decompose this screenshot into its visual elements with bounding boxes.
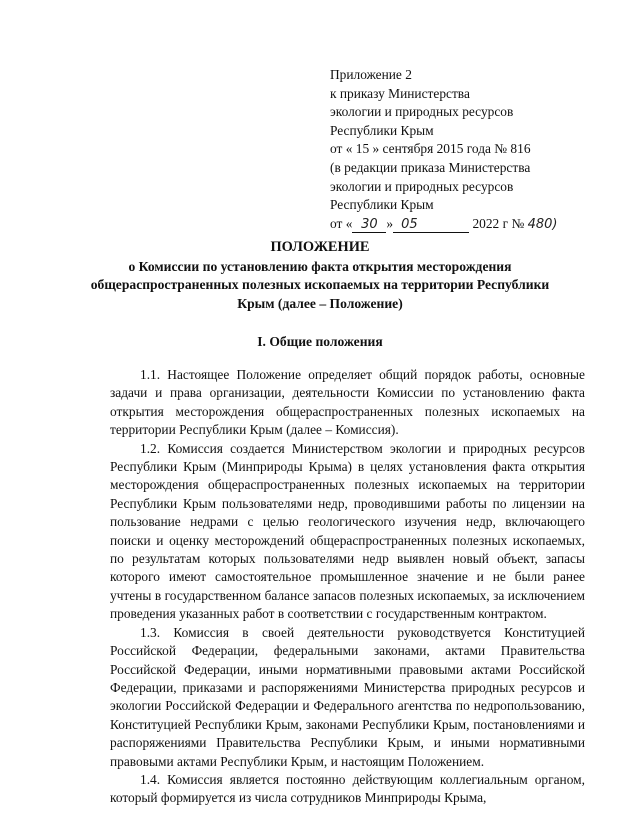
document-title bbox=[60, 238, 580, 313]
new-date-prefix: от « bbox=[330, 215, 353, 231]
header-line-edition: (в редакции приказа Министерства bbox=[330, 159, 531, 175]
paragraph-1-4: 1.4. Комиссия является постоянно действующим коллегиальным органом, который формируется из числа сотрудников Минприроды Крыма, bbox=[110, 771, 585, 806]
document-body bbox=[110, 366, 585, 808]
appendix-header bbox=[330, 66, 630, 234]
title-main: ПОЛОЖЕНИЕ bbox=[270, 239, 370, 255]
new-date-day: 30 bbox=[361, 216, 378, 232]
new-date-month: 05 bbox=[401, 216, 418, 232]
title-sub-2: общераспространенных полезных ископаемых на территории Республики bbox=[90, 277, 550, 292]
section-heading: I. Общие положения bbox=[257, 334, 383, 349]
new-date-mid: » bbox=[386, 215, 394, 231]
header-line-order: к приказу Министерства bbox=[330, 85, 470, 101]
title-sub-1: о Комиссии по установлению факта открытия месторождения bbox=[128, 258, 512, 274]
paragraph-1-1: 1.1. Настоящее Положение определяет общий порядок работы, основные задачи и права организации, деятельности Комиссии по установлению факта открытия месторождения общераспространенных полезных ископаемых на территории Республики Крым (далее – Комиссия). bbox=[110, 367, 585, 438]
paragraph-1-2: 1.2. Комиссия создается Министерством экологии и природных ресурсов Республики Крым (Минприроды Крыма) в целях установления факта открытия месторождения общераспространенных полезных ископаемых на территории Республики Крым пользователями недр, проводившими работы по лицензии на пользование недрами с целью геологического изучения недр, включающего поиски и оценку месторождений общераспространенных полезных ископаемых, по результатам которых пользователями недр выявлен новый объект, запасы которого имеют самостоятельное промышленное значение и не были ранее учтены в государственном балансе запасов полезных ископаемых, за исключением проведения указанных работ в соответствии с государственным контрактом. bbox=[110, 440, 585, 622]
header-line-republic-2: Республики Крым bbox=[330, 197, 434, 213]
header-line-appendix: Приложение 2 bbox=[330, 67, 412, 82]
header-line-ministry: экологии и природных ресурсов bbox=[330, 104, 514, 120]
new-order-close: ) bbox=[552, 216, 558, 232]
title-sub-3: Крым (далее – Положение) bbox=[237, 295, 403, 311]
header-line-republic: Республики Крым bbox=[330, 122, 434, 138]
header-line-ministry-2: экологии и природных ресурсов bbox=[330, 178, 514, 194]
header-line-date: от « 15 » сентября 2015 года № 816 bbox=[330, 141, 531, 157]
new-order-number: 480 bbox=[527, 216, 553, 232]
new-date-year: 2022 г № bbox=[469, 215, 525, 231]
header-line-new-date bbox=[330, 215, 630, 235]
paragraph-1-3: 1.3. Комиссия в своей деятельности руководствуется Конституцией Российской Федерации, федеральными законами, актами Правительства Российской Федерации, иными нормативными правовыми актами Российской Федерации, приказами и распоряжениями Министерства природных ресурсов и экологии Российской Федерации и Федерального агентства по недропользованию, Конституцией Республики Крым, законами Республики Крым, постановлениями и распоряжениями Правительства Республики Крым, и иными нормативными правовыми актами Республики Крым, и настоящим Положением. bbox=[110, 624, 585, 769]
